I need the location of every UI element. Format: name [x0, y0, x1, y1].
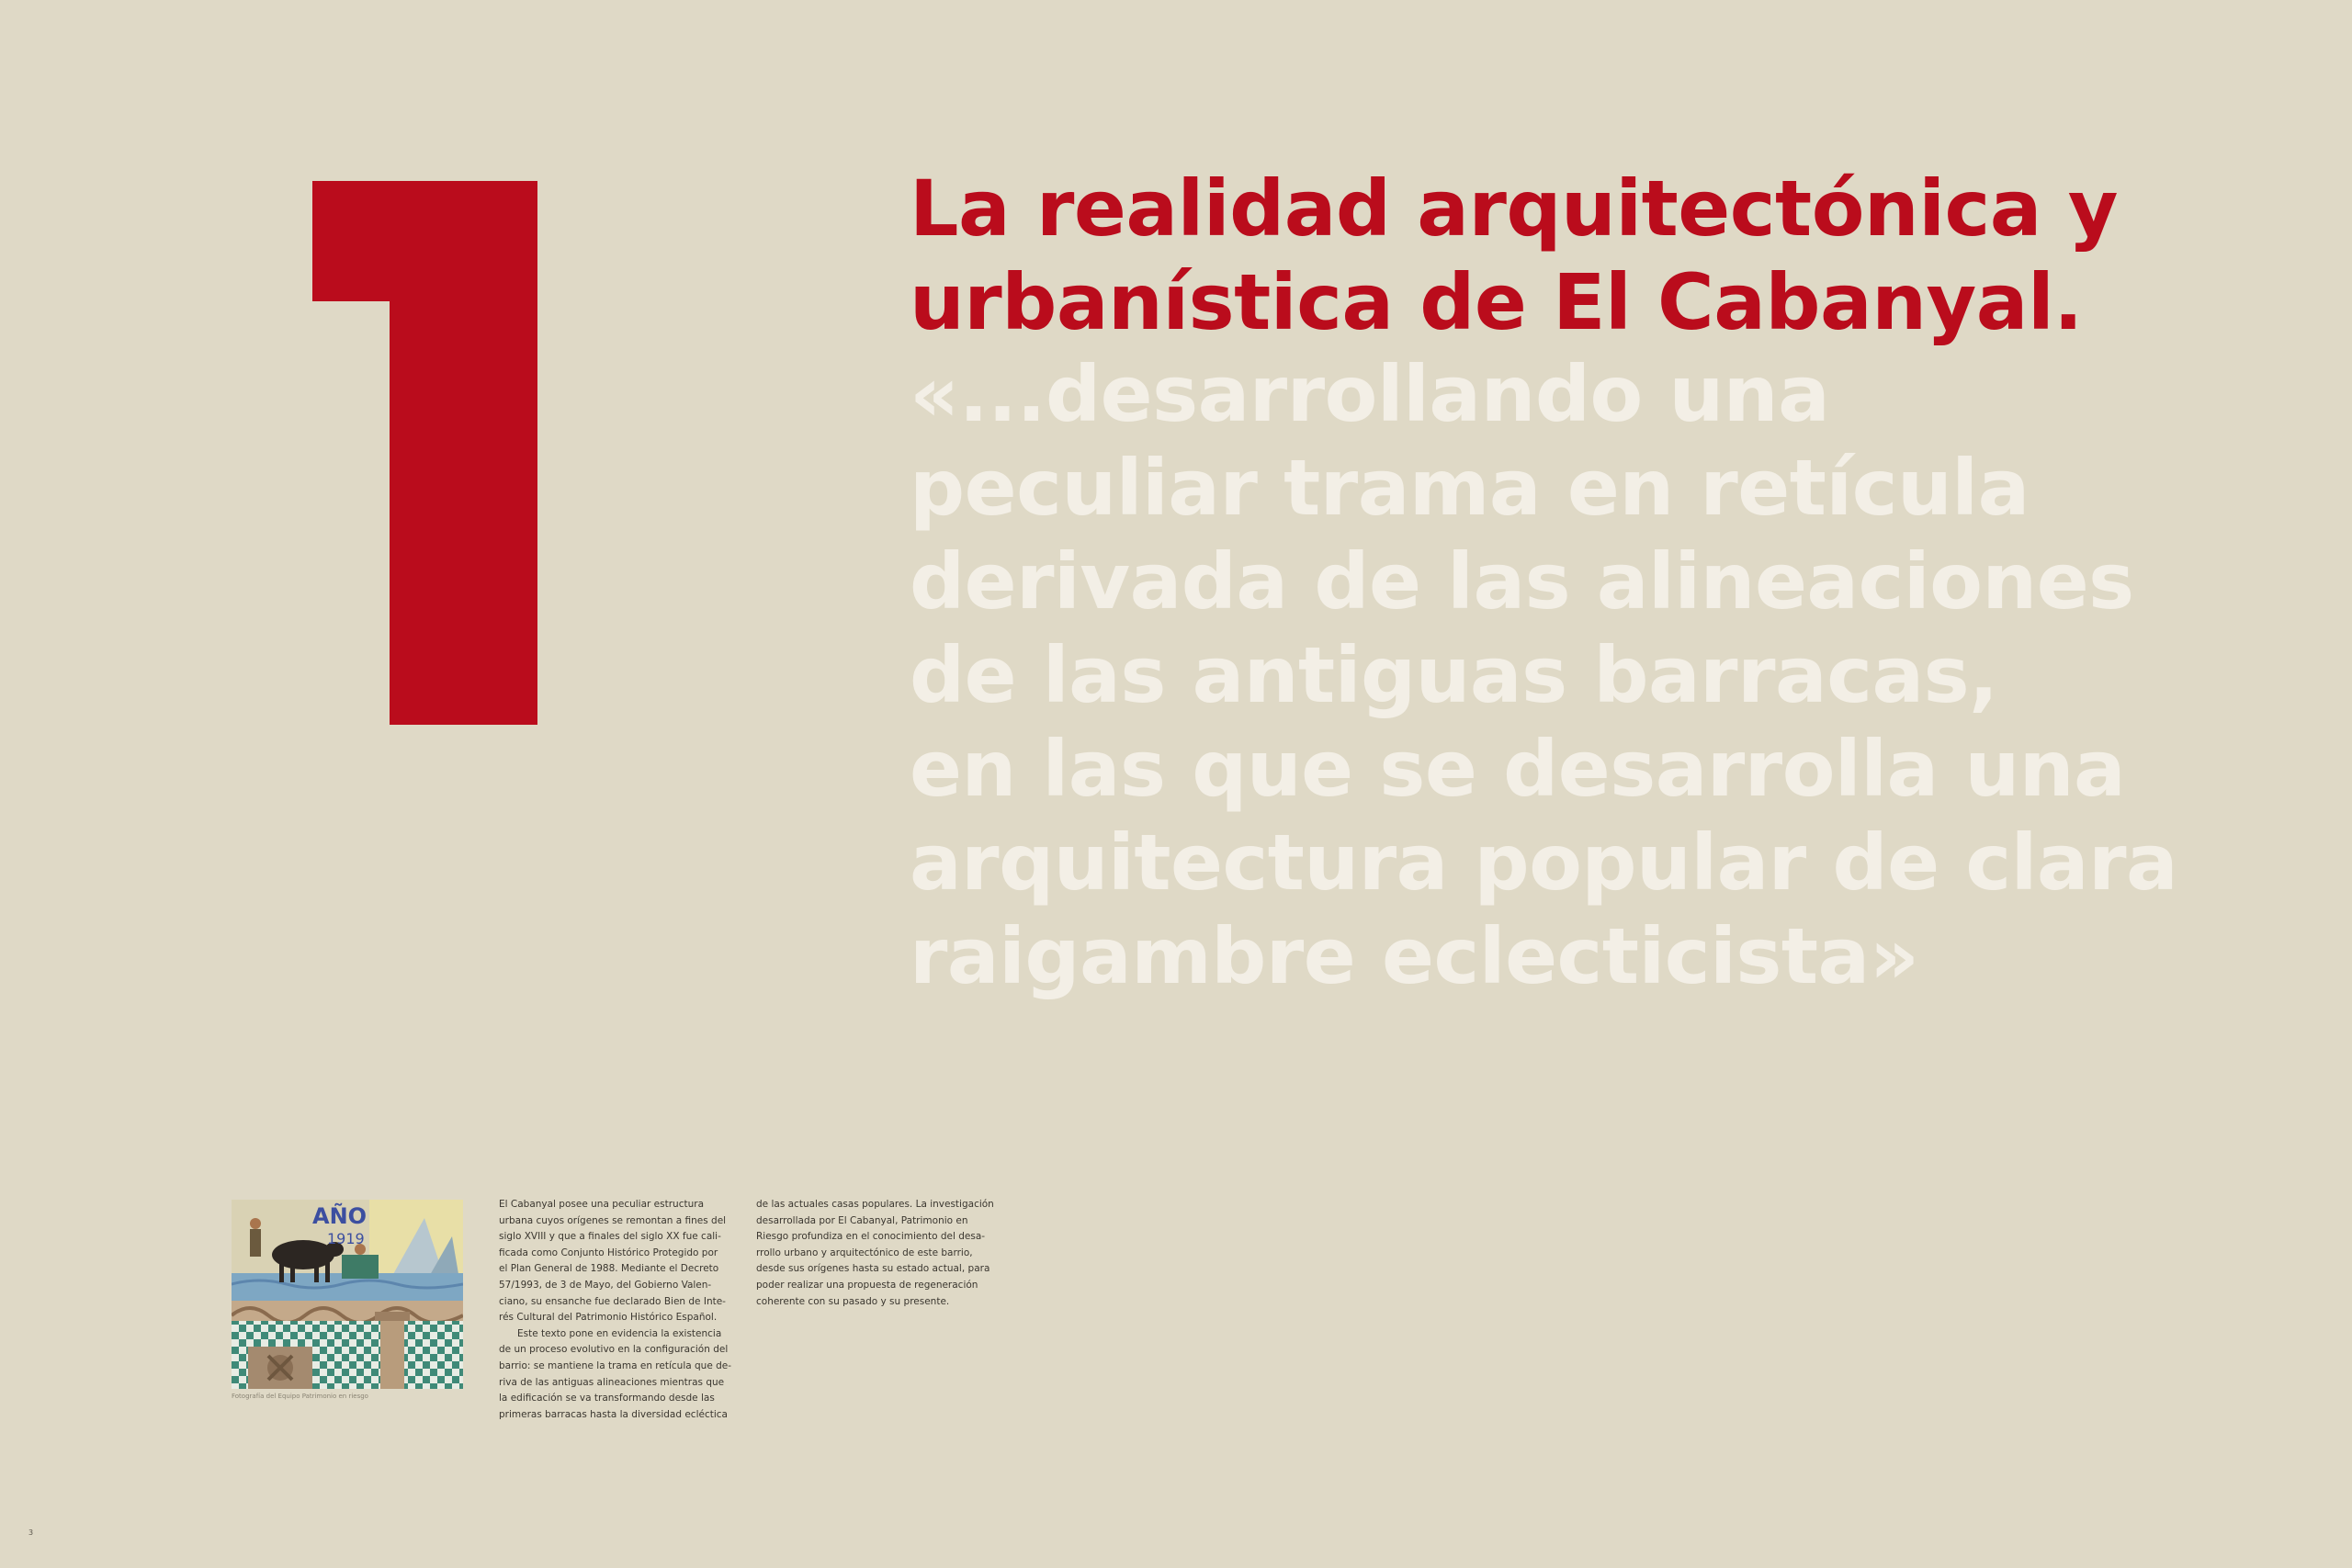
body-line: riva de las antiguas alineaciones mientras que — [499, 1376, 725, 1388]
body-line: barrio: se mantiene la trama en retícula que de- — [499, 1359, 732, 1371]
body-line: rrollo urbano y arquitectónico de este barrio, — [756, 1247, 973, 1258]
quote-line: arquitectura popular de clara — [910, 818, 2178, 908]
body-line: primeras barracas hasta la diversidad ecléctica — [499, 1408, 728, 1420]
body-line: El Cabanyal posee una peculiar estructura — [499, 1199, 705, 1210]
body-line: la edificación se va transformando desde las — [499, 1393, 715, 1404]
body-line: siglo XVIII y que a finales del siglo XX fue cali- — [499, 1231, 721, 1243]
body-column-1 — [499, 1197, 731, 1423]
body-column-2 — [756, 1197, 994, 1310]
tile-text: AÑO — [312, 1203, 368, 1229]
body-line: ficada como Conjunto Histórico Protegido por — [499, 1247, 718, 1258]
body-line: desde sus orígenes hasta su estado actual, para — [756, 1263, 990, 1275]
body-line: urbana cuyos orígenes se remontan a fines del — [499, 1214, 727, 1226]
tile-photo — [232, 1200, 463, 1389]
page-number: 3 — [28, 1529, 34, 1537]
quote-line: de las antiguas barracas, — [910, 630, 1998, 720]
body-line: Riesgo profundiza en el conocimiento del desa- — [756, 1231, 986, 1243]
quote-line: raigambre eclecticista» — [910, 911, 1919, 1001]
quote-line: peculiar trama en retícula — [910, 443, 2030, 533]
title-line: urbanística de El Cabanyal. — [910, 257, 2083, 347]
body-line: rés Cultural del Patrimonio Histórico Español. — [499, 1312, 718, 1324]
body-line: de un proceso evolutivo en la configuración del — [499, 1344, 729, 1356]
pull-quote — [910, 347, 2306, 1003]
body-line: 57/1993, de 3 de Mayo, del Gobierno Valen- — [499, 1279, 712, 1291]
quote-line: derivada de las alineaciones — [910, 536, 2134, 626]
body-line: poder realizar una propuesta de regeneración — [756, 1279, 978, 1291]
quote-line: en las que se desarrolla una — [910, 724, 2126, 814]
tile-year: 1919 — [327, 1230, 365, 1247]
body-line: desarrollada por El Cabanyal, Patrimonio en — [756, 1214, 968, 1226]
body-line: de las actuales casas populares. La investigación — [756, 1199, 994, 1210]
chapter-title — [910, 162, 2269, 349]
body-line: coherente con su pasado y su presente. — [756, 1295, 950, 1307]
quote-line: «...desarrollando una — [910, 349, 1830, 439]
body-line: el Plan General de 1988. Mediante el Decreto — [499, 1263, 719, 1275]
body-line: ciano, su ensanche fue declarado Bien de Inte- — [499, 1295, 726, 1307]
photo-caption: Fotografía del Equipo Patrimonio en riesgo — [232, 1393, 368, 1400]
title-line: La realidad arquitectónica y — [910, 164, 2118, 254]
chapter-number-1 — [312, 181, 537, 725]
body-line: Este texto pone en evidencia la existencia — [499, 1327, 722, 1339]
